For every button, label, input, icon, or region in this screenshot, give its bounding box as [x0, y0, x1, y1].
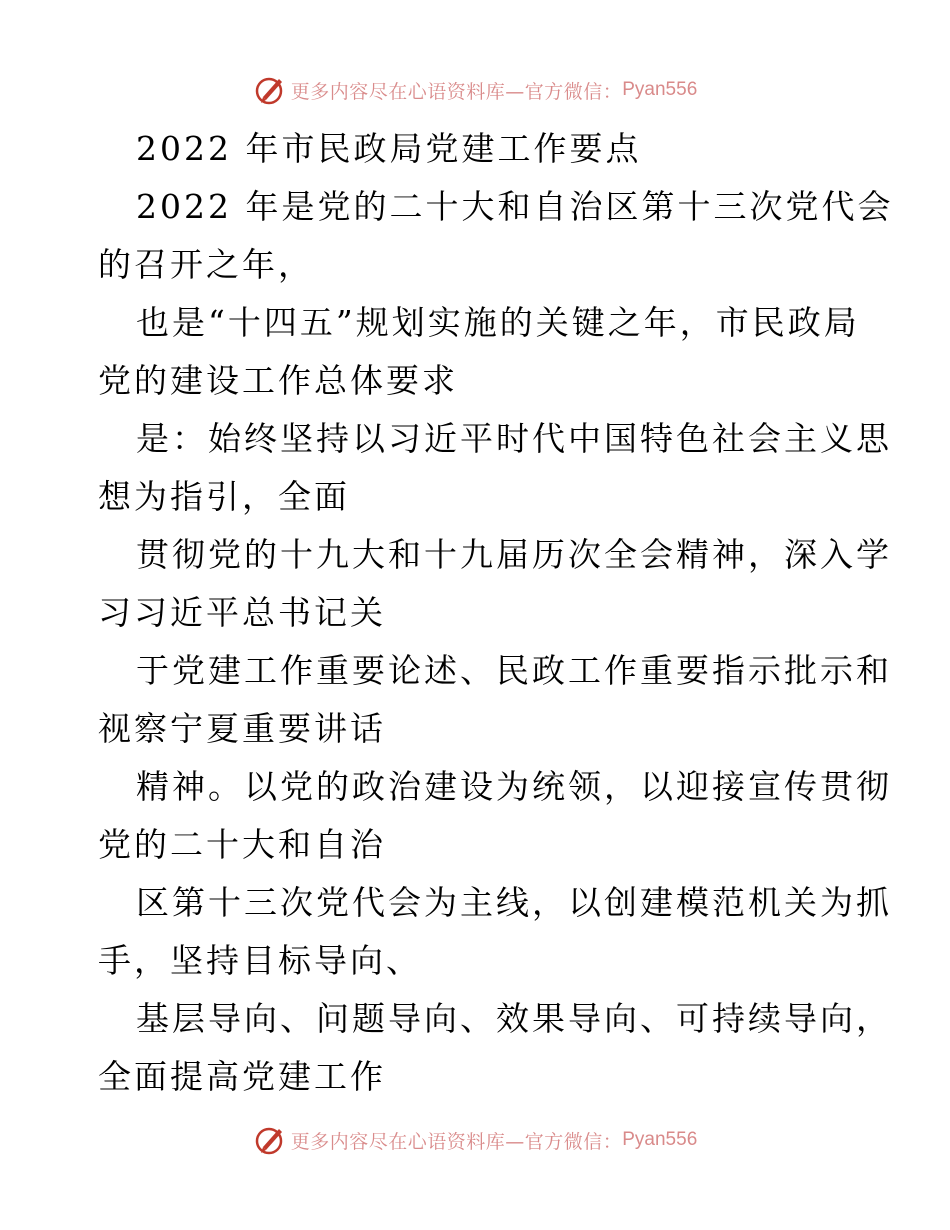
document-body	[98, 120, 894, 1106]
watermark-banner-bottom	[0, 1120, 950, 1160]
document-line: 2022 年是党的二十大和自治区第十三次党代会	[136, 187, 894, 226]
document-line: 的召开之年，	[98, 245, 314, 284]
document-line: 是：始终坚持以习近平时代中国特色社会主义思	[136, 419, 892, 458]
quill-logo-icon	[253, 1123, 287, 1157]
document-line: 基层导向、问题导向、效果导向、可持续导向，	[136, 999, 892, 1038]
document-line: 习习近平总书记关	[98, 593, 386, 632]
document-line: 党的二十大和自治	[98, 825, 386, 864]
watermark-banner-top	[0, 70, 950, 110]
document-line: 贯彻党的十九大和十九届历次全会精神，深入学	[136, 535, 892, 574]
document-line: 全面提高党建工作	[98, 1057, 386, 1096]
document-line: 2022 年市民政局党建工作要点	[136, 129, 642, 168]
watermark-wechat: Pyan556	[622, 79, 698, 100]
document-line: 也是“十四五”规划实施的关键之年，市民政局	[136, 303, 860, 342]
watermark-wechat: Pyan556	[622, 1129, 698, 1150]
document-line: 党的建设工作总体要求	[98, 361, 458, 400]
document-line: 精神。以党的政治建设为统领，以迎接宣传贯彻	[136, 767, 892, 806]
document-line: 区第十三次党代会为主线，以创建模范机关为抓	[136, 883, 892, 922]
quill-logo-icon	[253, 73, 287, 107]
watermark-text: 更多内容尽在心语资料库—官方微信：	[290, 1130, 623, 1153]
watermark-text: 更多内容尽在心语资料库—官方微信：	[290, 80, 623, 103]
document-line: 于党建工作重要论述、民政工作重要指示批示和	[136, 651, 892, 690]
document-line: 想为指引，全面	[98, 477, 350, 516]
document-line: 手，坚持目标导向、	[98, 941, 422, 980]
document-line: 视察宁夏重要讲话	[98, 709, 386, 748]
